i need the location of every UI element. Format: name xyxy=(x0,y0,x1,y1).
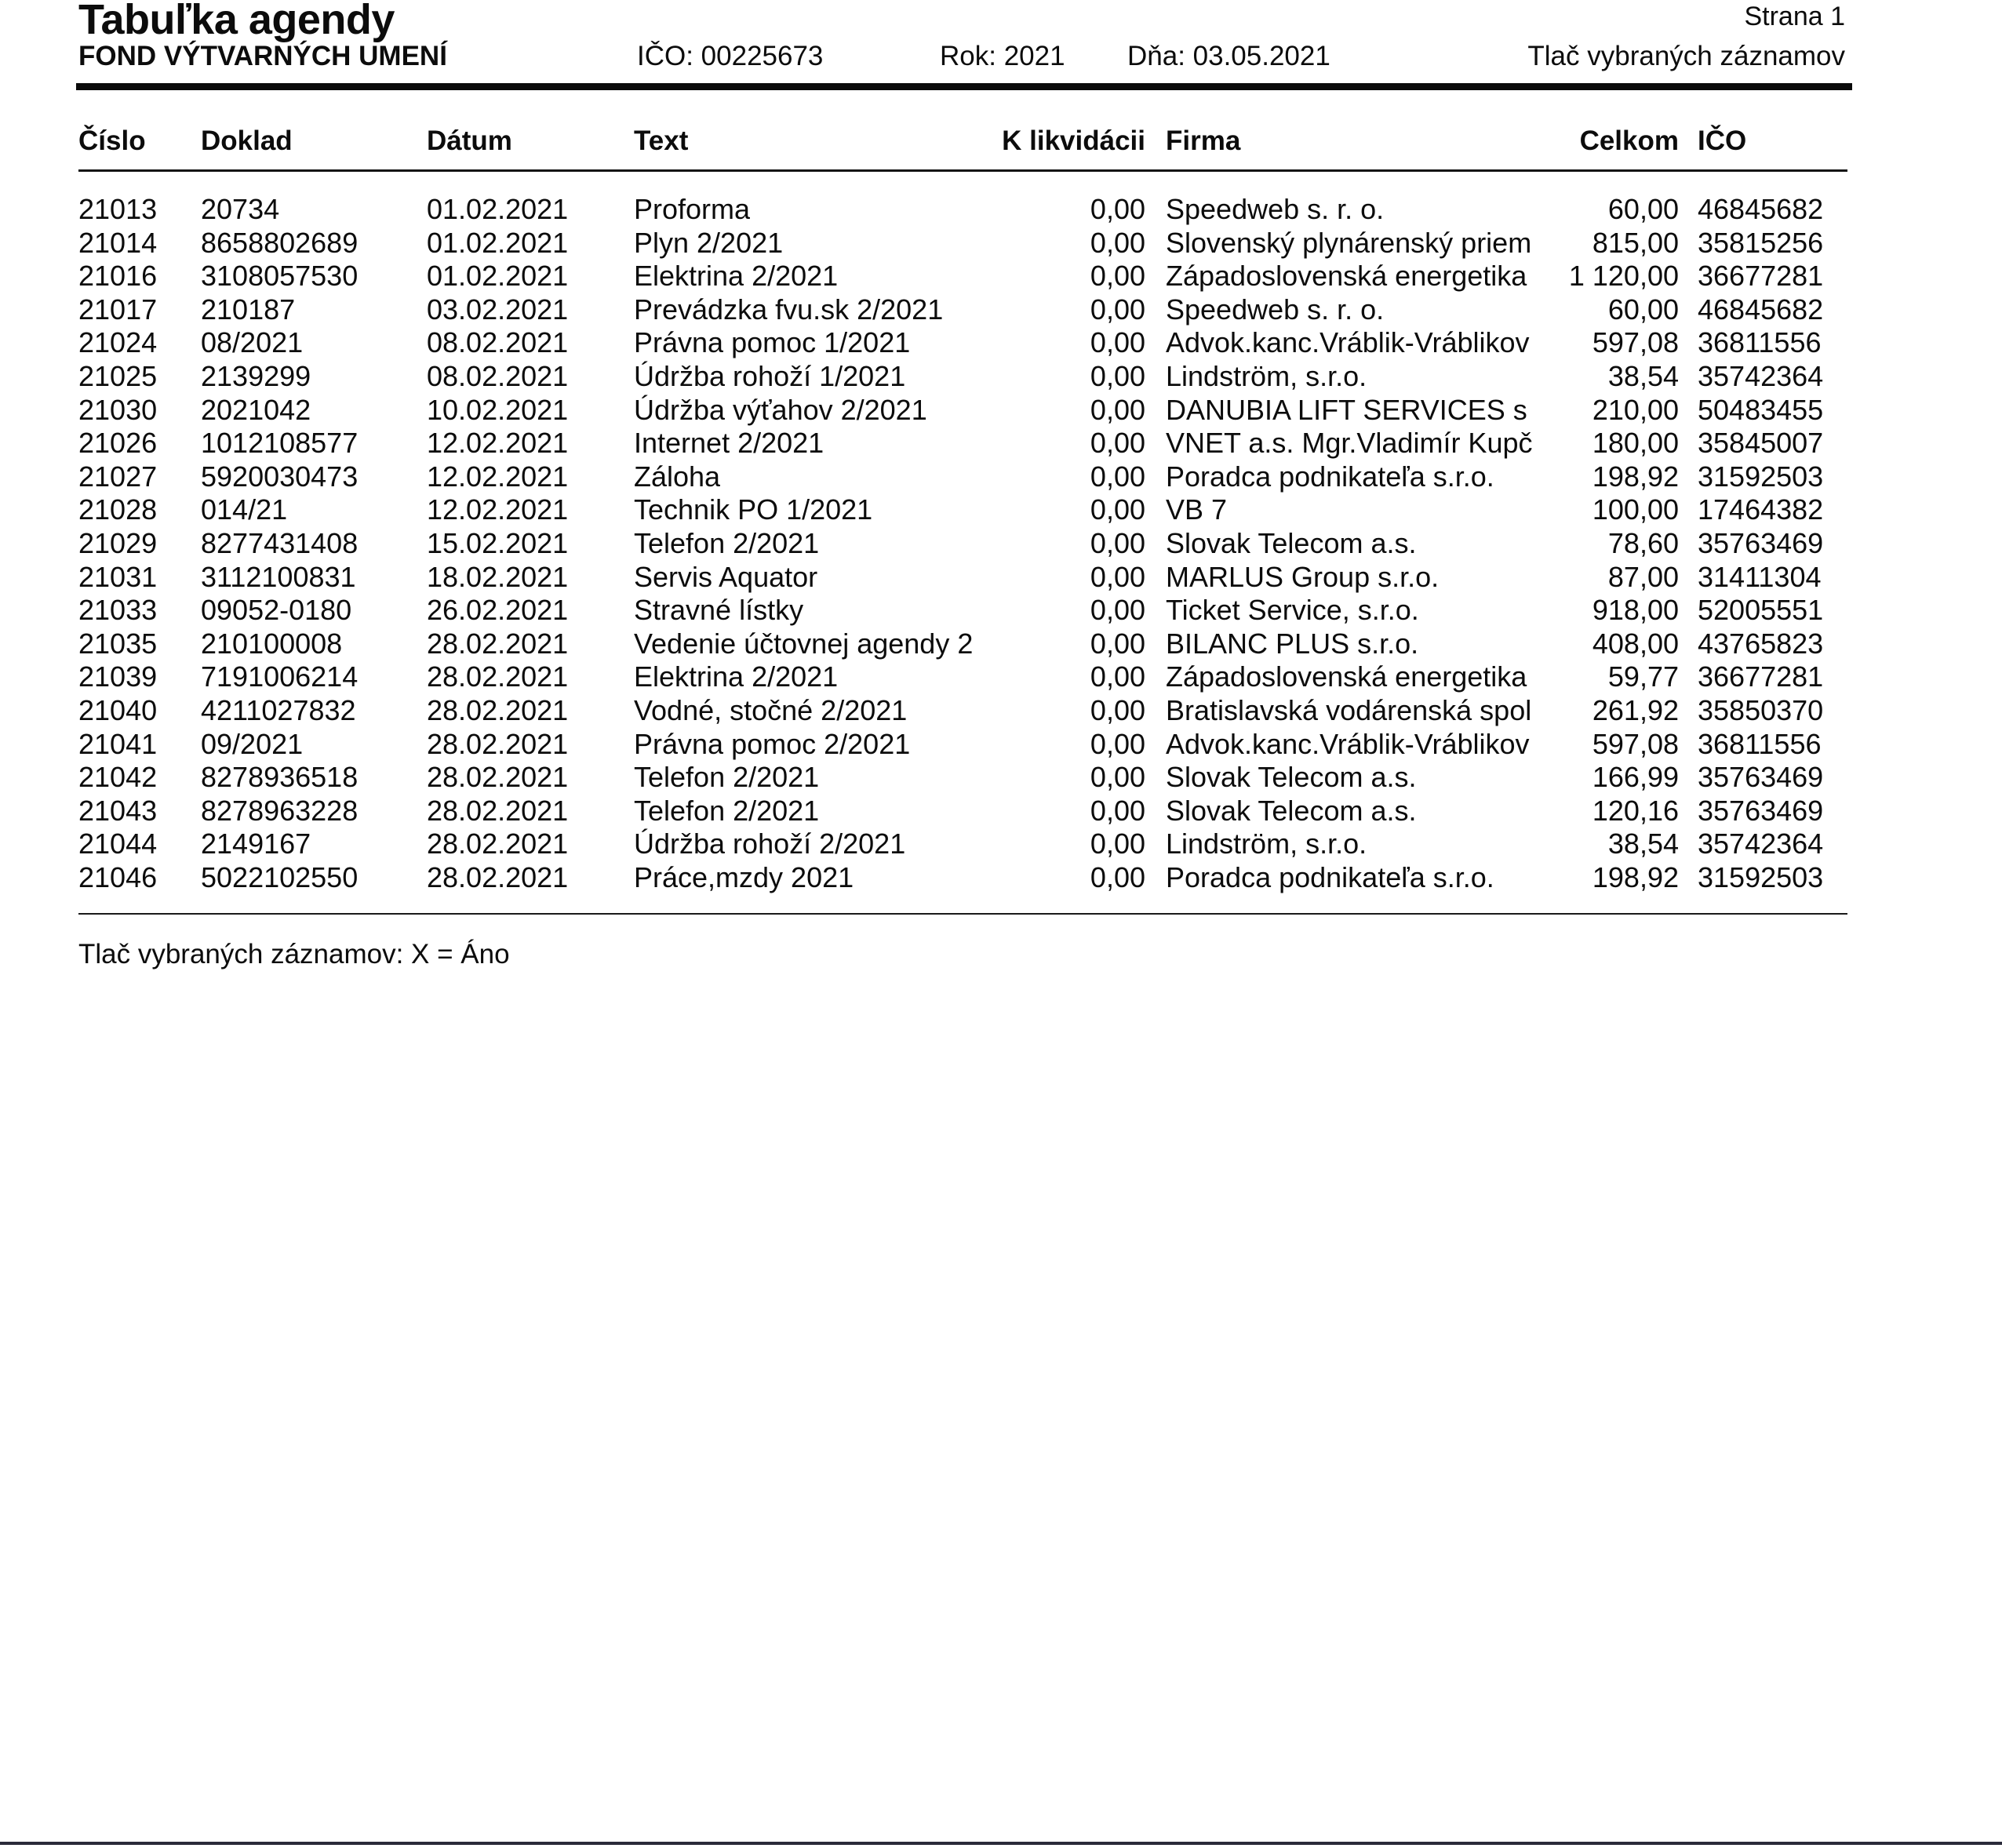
cell-datum: 28.02.2021 xyxy=(427,761,569,794)
cell-firma: Západoslovenská energetika xyxy=(1166,660,1527,693)
table-row xyxy=(0,527,2002,560)
column-header-cislo: Číslo xyxy=(78,126,146,156)
cell-firma: DANUBIA LIFT SERVICES s xyxy=(1166,393,1527,426)
cell-doklad: 20734 xyxy=(201,193,280,225)
cell-cislo: 21026 xyxy=(78,427,158,460)
cell-ico: 35742364 xyxy=(1698,360,1824,392)
cell-datum: 08.02.2021 xyxy=(427,360,569,392)
cell-k-likvidacii: 0,00 xyxy=(1090,226,1145,259)
column-header-firma: Firma xyxy=(1166,126,1241,156)
cell-celkom: 100,00 xyxy=(1592,493,1679,526)
column-header-datum: Dátum xyxy=(427,126,512,156)
table-row xyxy=(0,326,2002,359)
cell-cislo: 21043 xyxy=(78,794,158,827)
cell-ico: 36677281 xyxy=(1698,260,1824,293)
cell-firma: Poradca podnikateľa s.r.o. xyxy=(1166,460,1494,493)
cell-celkom: 38,54 xyxy=(1607,360,1679,392)
cell-doklad: 1012108577 xyxy=(201,427,359,460)
table-header-divider xyxy=(78,169,1847,172)
cell-doklad: 8658802689 xyxy=(201,226,359,259)
cell-ico: 46845682 xyxy=(1698,193,1824,225)
column-header-doklad: Doklad xyxy=(201,126,293,156)
cell-firma: Poradca podnikateľa s.r.o. xyxy=(1166,861,1494,893)
cell-text: Technik PO 1/2021 xyxy=(634,493,873,526)
cell-k-likvidacii: 0,00 xyxy=(1090,260,1145,293)
cell-datum: 12.02.2021 xyxy=(427,460,569,493)
cell-doklad: 5920030473 xyxy=(201,460,359,493)
print-mode: Tlač vybraných záznamov xyxy=(1527,41,1845,71)
cell-celkom: 166,99 xyxy=(1592,761,1679,794)
cell-doklad: 210187 xyxy=(201,293,296,326)
cell-firma: VNET a.s. Mgr.Vladimír Kupč xyxy=(1166,427,1533,460)
cell-text: Vodné, stočné 2/2021 xyxy=(634,694,908,726)
cell-doklad: 4211027832 xyxy=(201,694,356,726)
cell-doklad: 2149167 xyxy=(201,828,311,860)
cell-firma: Západoslovenská energetika xyxy=(1166,260,1527,293)
cell-ico: 35763469 xyxy=(1698,794,1824,827)
report-title: Tabuľka agendy xyxy=(78,0,395,43)
cell-celkom: 198,92 xyxy=(1592,861,1679,893)
cell-cislo: 21029 xyxy=(78,527,158,559)
cell-k-likvidacii: 0,00 xyxy=(1090,761,1145,794)
column-header-k-likvidacii: K likvidácii xyxy=(1002,126,1145,156)
cell-datum: 12.02.2021 xyxy=(427,427,569,460)
cell-firma: Slovak Telecom a.s. xyxy=(1166,527,1417,559)
cell-datum: 28.02.2021 xyxy=(427,727,569,760)
cell-ico: 35763469 xyxy=(1698,527,1824,559)
cell-ico: 17464382 xyxy=(1698,493,1824,526)
organization-name: FOND VÝTVARNÝCH UMENÍ xyxy=(78,41,447,71)
cell-ico: 36677281 xyxy=(1698,660,1824,693)
cell-ico: 36811556 xyxy=(1698,326,1822,359)
cell-firma: Advok.kanc.Vráblik-Vráblikov xyxy=(1166,326,1530,359)
cell-firma: Advok.kanc.Vráblik-Vráblikov xyxy=(1166,727,1530,760)
cell-cislo: 21031 xyxy=(78,560,158,593)
cell-doklad: 210100008 xyxy=(201,627,343,660)
cell-ico: 35815256 xyxy=(1698,226,1824,259)
cell-cislo: 21013 xyxy=(78,193,158,225)
cell-text: Práce,mzdy 2021 xyxy=(634,861,854,893)
cell-ico: 43765823 xyxy=(1698,627,1824,660)
cell-firma: Speedweb s. r. o. xyxy=(1166,193,1385,225)
header-divider xyxy=(76,83,1852,90)
cell-cislo: 21017 xyxy=(78,293,158,326)
cell-celkom: 87,00 xyxy=(1607,560,1679,593)
cell-doklad: 3112100831 xyxy=(201,560,356,593)
cell-ico: 31592503 xyxy=(1698,460,1824,493)
cell-firma: Bratislavská vodárenská spol xyxy=(1166,694,1532,726)
table-row xyxy=(0,260,2002,293)
cell-datum: 10.02.2021 xyxy=(427,393,569,426)
cell-celkom: 597,08 xyxy=(1592,727,1679,760)
cell-celkom: 60,00 xyxy=(1607,293,1679,326)
cell-k-likvidacii: 0,00 xyxy=(1090,493,1145,526)
cell-doklad: 8278936518 xyxy=(201,761,359,794)
cell-doklad: 8278963228 xyxy=(201,794,359,827)
cell-datum: 12.02.2021 xyxy=(427,493,569,526)
cell-firma: Ticket Service, s.r.o. xyxy=(1166,594,1419,627)
cell-text: Právna pomoc 2/2021 xyxy=(634,727,911,760)
cell-celkom: 198,92 xyxy=(1592,460,1679,493)
cell-celkom: 597,08 xyxy=(1592,326,1679,359)
cell-cislo: 21025 xyxy=(78,360,158,392)
cell-doklad: 09052-0180 xyxy=(201,594,352,627)
cell-celkom: 408,00 xyxy=(1592,627,1679,660)
cell-k-likvidacii: 0,00 xyxy=(1090,828,1145,860)
cell-datum: 15.02.2021 xyxy=(427,527,569,559)
cell-firma: MARLUS Group s.r.o. xyxy=(1166,560,1440,593)
cell-doklad: 2139299 xyxy=(201,360,311,392)
cell-k-likvidacii: 0,00 xyxy=(1090,560,1145,593)
cell-cislo: 21039 xyxy=(78,660,158,693)
cell-k-likvidacii: 0,00 xyxy=(1090,794,1145,827)
cell-doklad: 014/21 xyxy=(201,493,288,526)
table-row xyxy=(0,795,2002,828)
cell-text: Proforma xyxy=(634,193,751,225)
cell-ico: 35742364 xyxy=(1698,828,1824,860)
cell-text: Elektrina 2/2021 xyxy=(634,260,839,293)
cell-celkom: 815,00 xyxy=(1592,226,1679,259)
cell-datum: 18.02.2021 xyxy=(427,560,569,593)
cell-ico: 46845682 xyxy=(1698,293,1824,326)
cell-datum: 01.02.2021 xyxy=(427,193,569,225)
cell-cislo: 21014 xyxy=(78,226,158,259)
table-row xyxy=(0,360,2002,393)
cell-doklad: 08/2021 xyxy=(201,326,304,359)
cell-cislo: 21027 xyxy=(78,460,158,493)
cell-celkom: 210,00 xyxy=(1592,393,1679,426)
cell-text: Stravné lístky xyxy=(634,594,804,627)
cell-text: Servis Aquator xyxy=(634,560,818,593)
cell-text: Údržba rohoží 1/2021 xyxy=(634,360,906,392)
footer-note: Tlač vybraných záznamov: X = Áno xyxy=(78,939,510,969)
table-row xyxy=(0,561,2002,594)
cell-firma: Slovak Telecom a.s. xyxy=(1166,761,1417,794)
cell-firma: Slovak Telecom a.s. xyxy=(1166,794,1417,827)
table-row xyxy=(0,493,2002,526)
cell-celkom: 59,77 xyxy=(1607,660,1679,693)
cell-k-likvidacii: 0,00 xyxy=(1090,293,1145,326)
cell-doklad: 5022102550 xyxy=(201,861,359,893)
cell-firma: Speedweb s. r. o. xyxy=(1166,293,1385,326)
cell-datum: 28.02.2021 xyxy=(427,828,569,860)
cell-firma: BILANC PLUS s.r.o. xyxy=(1166,627,1419,660)
cell-ico: 35845007 xyxy=(1698,427,1824,460)
cell-text: Telefon 2/2021 xyxy=(634,527,820,559)
cell-k-likvidacii: 0,00 xyxy=(1090,326,1145,359)
organization-ico: IČO: 00225673 xyxy=(637,41,824,71)
cell-k-likvidacii: 0,00 xyxy=(1090,427,1145,460)
cell-text: Plyn 2/2021 xyxy=(634,226,784,259)
cell-firma: VB 7 xyxy=(1166,493,1228,526)
cell-k-likvidacii: 0,00 xyxy=(1090,660,1145,693)
cell-cislo: 21042 xyxy=(78,761,158,794)
cell-celkom: 120,16 xyxy=(1592,794,1679,827)
cell-text: Elektrina 2/2021 xyxy=(634,660,839,693)
cell-celkom: 918,00 xyxy=(1592,594,1679,627)
table-row xyxy=(0,828,2002,860)
column-header-text: Text xyxy=(634,126,689,156)
cell-ico: 35850370 xyxy=(1698,694,1824,726)
cell-doklad: 2021042 xyxy=(201,393,311,426)
cell-text: Údržba rohoží 2/2021 xyxy=(634,828,906,860)
cell-k-likvidacii: 0,00 xyxy=(1090,861,1145,893)
cell-celkom: 60,00 xyxy=(1607,193,1679,225)
cell-datum: 01.02.2021 xyxy=(427,226,569,259)
cell-celkom: 180,00 xyxy=(1592,427,1679,460)
cell-celkom: 78,60 xyxy=(1607,527,1679,559)
cell-text: Údržba výťahov 2/2021 xyxy=(634,393,927,426)
cell-ico: 31411304 xyxy=(1698,560,1822,593)
page-edge-line xyxy=(0,1842,2002,1845)
cell-k-likvidacii: 0,00 xyxy=(1090,727,1145,760)
page-number: Strana 1 xyxy=(1744,2,1845,31)
cell-text: Internet 2/2021 xyxy=(634,427,824,460)
cell-datum: 28.02.2021 xyxy=(427,694,569,726)
cell-cislo: 21024 xyxy=(78,326,158,359)
cell-cislo: 21046 xyxy=(78,861,158,893)
cell-cislo: 21035 xyxy=(78,627,158,660)
cell-datum: 28.02.2021 xyxy=(427,861,569,893)
table-row xyxy=(0,861,2002,894)
cell-firma: Lindström, s.r.o. xyxy=(1166,828,1367,860)
table-row xyxy=(0,628,2002,660)
cell-doklad: 09/2021 xyxy=(201,727,304,760)
cell-k-likvidacii: 0,00 xyxy=(1090,360,1145,392)
table-row xyxy=(0,460,2002,493)
cell-k-likvidacii: 0,00 xyxy=(1090,460,1145,493)
cell-k-likvidacii: 0,00 xyxy=(1090,393,1145,426)
cell-celkom: 38,54 xyxy=(1607,828,1679,860)
report-year: Rok: 2021 xyxy=(940,41,1065,71)
table-row xyxy=(0,293,2002,326)
table-row xyxy=(0,193,2002,226)
table-row xyxy=(0,227,2002,260)
cell-cislo: 21016 xyxy=(78,260,158,293)
table-row xyxy=(0,728,2002,761)
table-row xyxy=(0,761,2002,794)
cell-datum: 08.02.2021 xyxy=(427,326,569,359)
cell-datum: 28.02.2021 xyxy=(427,794,569,827)
cell-doklad: 7191006214 xyxy=(201,660,359,693)
cell-k-likvidacii: 0,00 xyxy=(1090,527,1145,559)
cell-k-likvidacii: 0,00 xyxy=(1090,694,1145,726)
table-row xyxy=(0,427,2002,460)
cell-text: Telefon 2/2021 xyxy=(634,794,820,827)
table-row xyxy=(0,694,2002,727)
cell-datum: 03.02.2021 xyxy=(427,293,569,326)
cell-text: Prevádzka fvu.sk 2/2021 xyxy=(634,293,944,326)
cell-text: Záloha xyxy=(634,460,721,493)
cell-firma: Slovenský plynárenský priem xyxy=(1166,226,1532,259)
cell-k-likvidacii: 0,00 xyxy=(1090,193,1145,225)
table-row xyxy=(0,394,2002,427)
cell-celkom: 1 120,00 xyxy=(1568,260,1679,293)
column-header-ico: IČO xyxy=(1698,126,1747,156)
report-date: Dňa: 03.05.2021 xyxy=(1127,41,1330,71)
cell-k-likvidacii: 0,00 xyxy=(1090,594,1145,627)
cell-text: Právna pomoc 1/2021 xyxy=(634,326,911,359)
cell-cislo: 21033 xyxy=(78,594,158,627)
cell-ico: 50483455 xyxy=(1698,393,1824,426)
table-bottom-divider xyxy=(78,913,1847,915)
cell-cislo: 21041 xyxy=(78,727,158,760)
cell-ico: 35763469 xyxy=(1698,761,1824,794)
cell-datum: 28.02.2021 xyxy=(427,627,569,660)
table-row xyxy=(0,660,2002,693)
cell-text: Telefon 2/2021 xyxy=(634,761,820,794)
cell-cislo: 21040 xyxy=(78,694,158,726)
cell-k-likvidacii: 0,00 xyxy=(1090,627,1145,660)
cell-celkom: 261,92 xyxy=(1592,694,1679,726)
cell-datum: 28.02.2021 xyxy=(427,660,569,693)
cell-cislo: 21030 xyxy=(78,393,158,426)
cell-ico: 36811556 xyxy=(1698,727,1822,760)
table-row xyxy=(0,594,2002,627)
cell-text: Vedenie účtovnej agendy 2 xyxy=(634,627,974,660)
cell-cislo: 21044 xyxy=(78,828,158,860)
cell-firma: Lindström, s.r.o. xyxy=(1166,360,1367,392)
column-header-celkom: Celkom xyxy=(1579,126,1679,156)
cell-ico: 52005551 xyxy=(1698,594,1824,627)
cell-ico: 31592503 xyxy=(1698,861,1824,893)
cell-datum: 26.02.2021 xyxy=(427,594,569,627)
cell-doklad: 8277431408 xyxy=(201,527,359,559)
cell-datum: 01.02.2021 xyxy=(427,260,569,293)
cell-doklad: 3108057530 xyxy=(201,260,359,293)
cell-cislo: 21028 xyxy=(78,493,158,526)
